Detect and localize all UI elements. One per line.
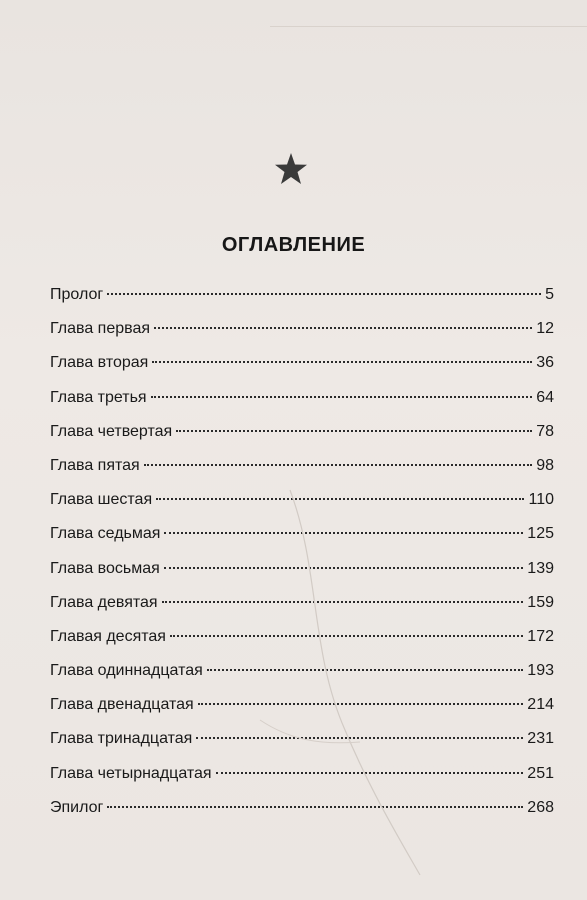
toc-entry-page: 251 bbox=[527, 764, 554, 782]
toc-entry[interactable] bbox=[50, 594, 554, 628]
toc-entry[interactable] bbox=[50, 662, 554, 696]
toc-entry[interactable] bbox=[50, 730, 554, 764]
leader-dots bbox=[170, 635, 523, 637]
leader-dots bbox=[162, 601, 524, 603]
toc-entry[interactable] bbox=[50, 389, 554, 423]
toc-entry-label: Глава шестая bbox=[50, 491, 153, 509]
toc-entry[interactable] bbox=[50, 560, 554, 594]
toc-entry-page: 231 bbox=[527, 730, 554, 748]
toc-entry-page: 268 bbox=[527, 798, 554, 816]
toc-entry[interactable] bbox=[50, 765, 554, 799]
toc-entry[interactable] bbox=[50, 628, 554, 662]
toc-entry-label: Глава двенадцатая bbox=[50, 696, 194, 714]
leader-dots bbox=[176, 430, 532, 432]
toc-entry[interactable] bbox=[50, 354, 554, 388]
toc-entry-label: Глава третья bbox=[50, 388, 147, 406]
toc-entry-label: Глава первая bbox=[50, 320, 151, 338]
toc-entry-label: Глава девятая bbox=[50, 593, 158, 611]
leader-dots bbox=[198, 703, 524, 705]
toc-entry-label: Глава четвертая bbox=[50, 422, 173, 440]
toc-entry[interactable] bbox=[50, 457, 554, 491]
toc-entry-label: Глава вторая bbox=[50, 354, 149, 372]
toc-entry[interactable] bbox=[50, 320, 554, 354]
leader-dots bbox=[156, 498, 524, 500]
toc-entry-page: 159 bbox=[527, 593, 554, 611]
toc-entry[interactable] bbox=[50, 286, 554, 320]
toc-entry-label: Главая десятая bbox=[50, 627, 166, 645]
leader-dots bbox=[216, 772, 524, 774]
toc-entry-page: 172 bbox=[527, 627, 554, 645]
toc-entry-label: Глава восьмая bbox=[50, 559, 160, 577]
leader-dots bbox=[154, 327, 532, 329]
bleed-through-header bbox=[270, 4, 587, 27]
toc-entry-label: Глава одиннадцатая bbox=[50, 662, 203, 680]
toc-entry-page: 78 bbox=[536, 422, 554, 440]
toc-entry-page: 36 bbox=[536, 354, 554, 372]
toc-entry-page: 98 bbox=[536, 456, 554, 474]
toc-entry-page: 139 bbox=[527, 559, 554, 577]
leader-dots bbox=[144, 464, 533, 466]
toc-entry-label: Пролог bbox=[50, 286, 104, 303]
leader-dots bbox=[151, 396, 533, 398]
leader-dots bbox=[164, 567, 524, 569]
toc-entry-page: 110 bbox=[528, 491, 554, 509]
leader-dots bbox=[207, 669, 523, 671]
star-icon bbox=[274, 152, 308, 186]
leader-dots bbox=[107, 293, 541, 295]
toc-entry-label: Эпилог bbox=[50, 798, 104, 816]
toc-entry-page: 64 bbox=[536, 388, 554, 406]
toc-entry-label: Глава тринадцатая bbox=[50, 730, 193, 748]
leader-dots bbox=[196, 737, 523, 739]
toc-title: ОГЛАВЛЕНИЕ bbox=[221, 234, 366, 256]
leader-dots bbox=[107, 806, 523, 808]
toc-entry[interactable] bbox=[50, 799, 554, 833]
toc-entry[interactable] bbox=[50, 696, 554, 730]
toc-entry[interactable] bbox=[50, 525, 554, 559]
toc-entry-label: Глава седьмая bbox=[50, 525, 161, 543]
leader-dots bbox=[164, 532, 523, 534]
toc-entry-label: Глава пятая bbox=[50, 456, 140, 474]
toc-entry[interactable] bbox=[50, 423, 554, 457]
toc-list bbox=[50, 286, 554, 833]
leader-dots bbox=[152, 361, 532, 363]
toc-entry-page: 214 bbox=[527, 696, 554, 714]
toc-entry-page: 125 bbox=[527, 525, 554, 543]
toc-entry[interactable] bbox=[50, 491, 554, 525]
toc-entry-page: 5 bbox=[545, 286, 554, 303]
toc-entry-page: 193 bbox=[527, 662, 554, 680]
toc-entry-page: 12 bbox=[536, 320, 554, 338]
toc-entry-label: Глава четырнадцатая bbox=[50, 764, 212, 782]
